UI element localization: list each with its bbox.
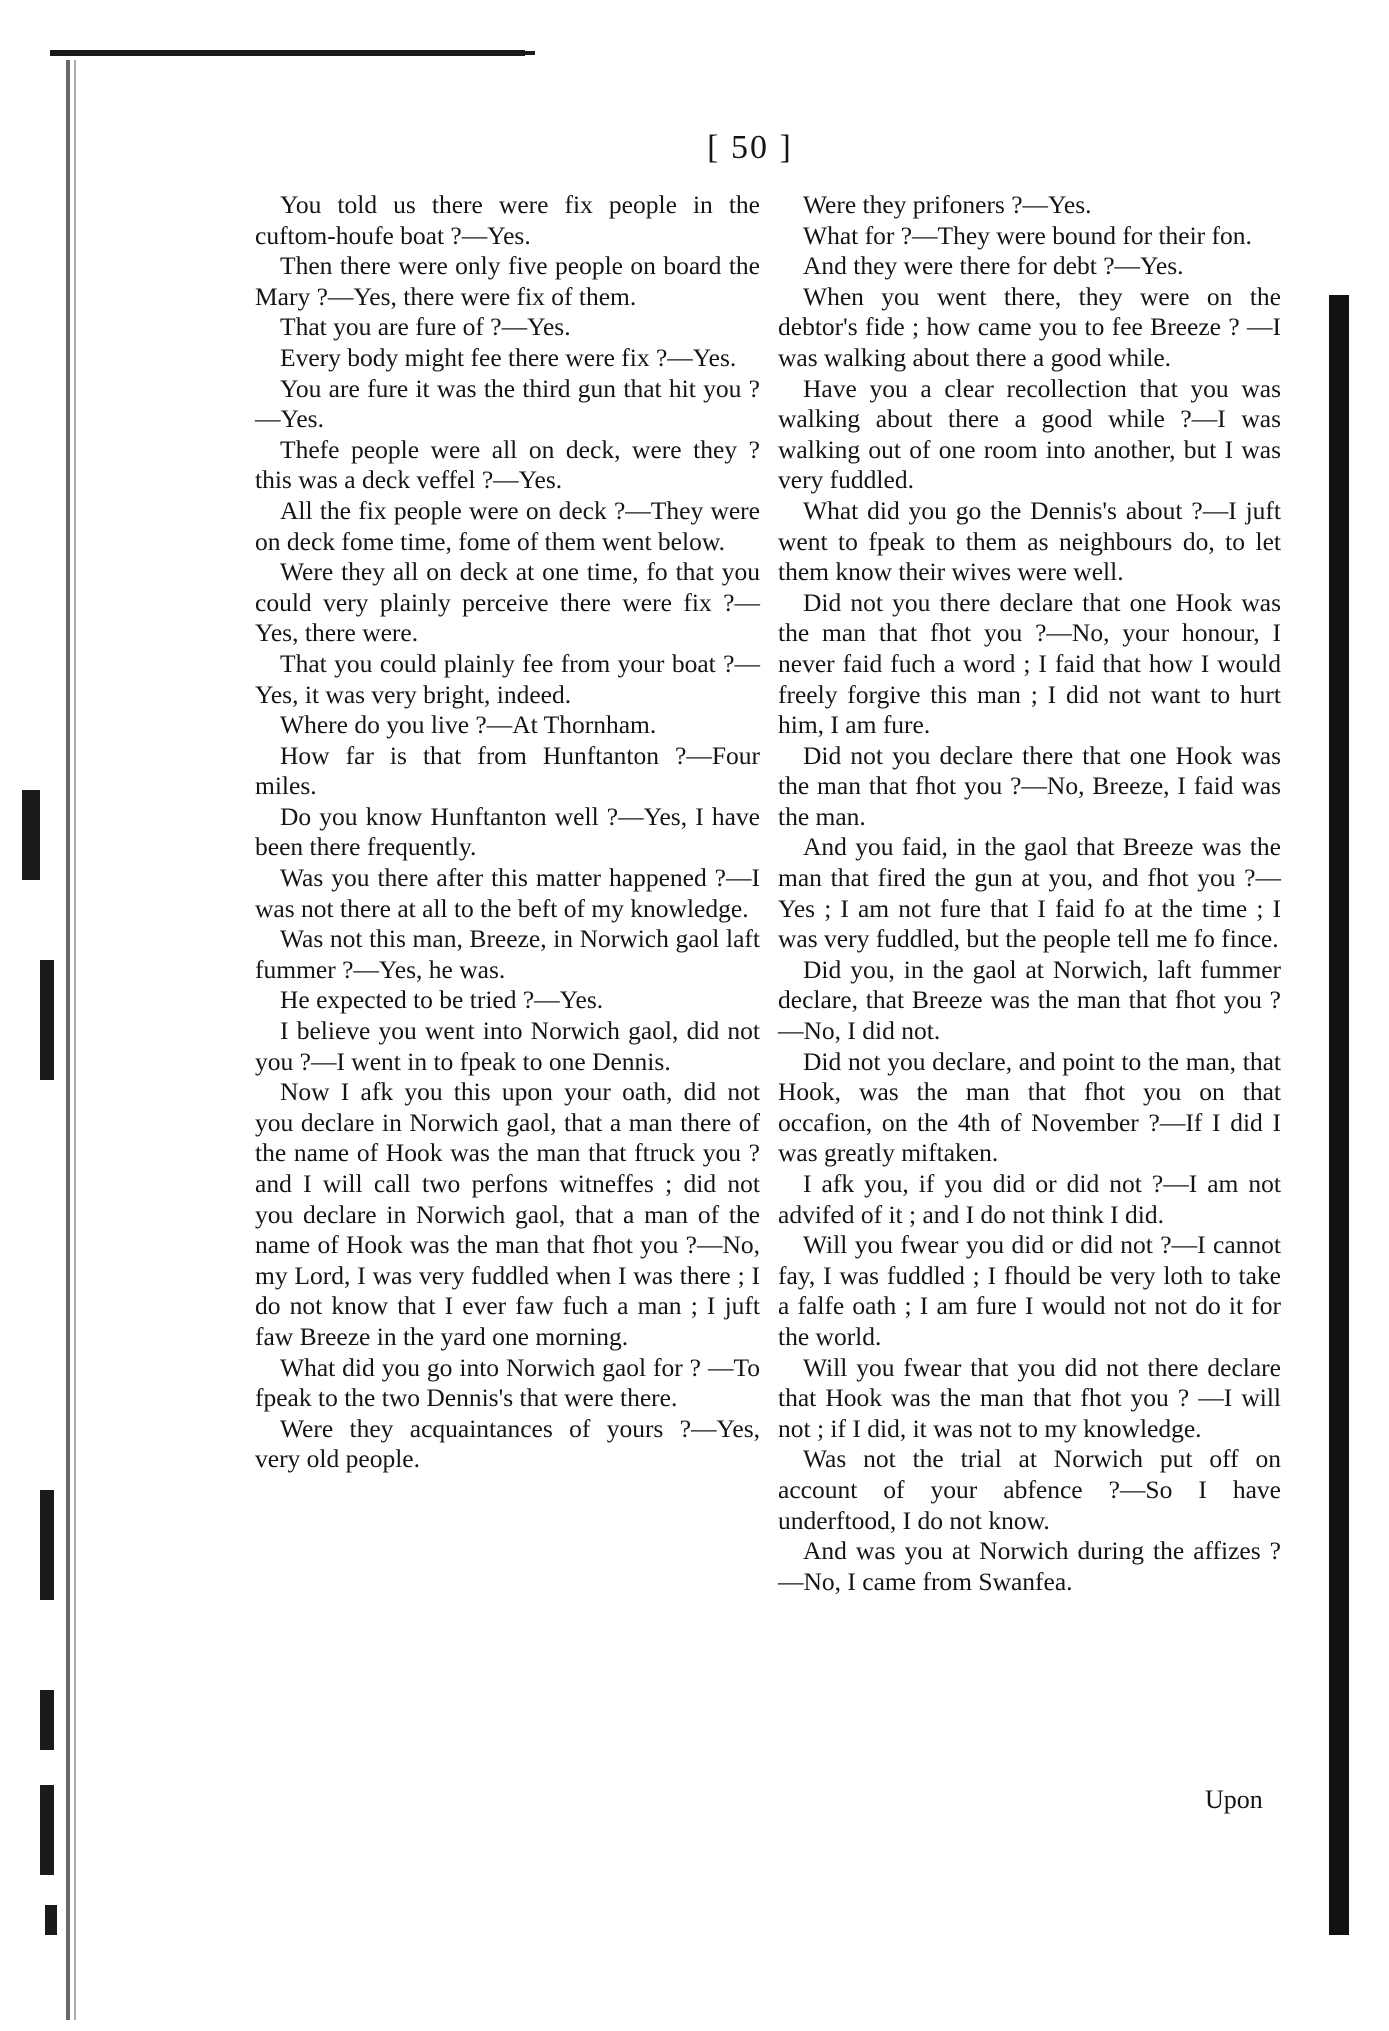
paragraph: Were they prifoners ?—Yes. bbox=[803, 190, 1092, 219]
scan-rule-top-thick bbox=[425, 51, 535, 55]
paragraph: Was not the trial at Norwich put off on account of your abfence ?—So I have underftood, I do not know. bbox=[778, 1444, 1281, 1535]
paragraph: And was you at Norwich during the affizes ?—No, I came from Swanfea. bbox=[778, 1536, 1281, 1596]
catchword: Upon bbox=[1205, 1785, 1263, 1814]
paragraph: And you faid, in the gaol that Breeze was the man that fired the gun at you, and fhot you ?—Yes ; I am not fure that I faid fo at the time ; I was very fuddled, but the people tell me fo fince. bbox=[778, 832, 1281, 954]
paragraph: All the fix people were on deck ?—They were on deck fome time, fome of them went below. bbox=[255, 495, 760, 556]
scan-mark bbox=[40, 960, 54, 1080]
paragraph: How far is that from Hunftanton ?—Four miles. bbox=[255, 740, 760, 801]
paragraph: Did you, in the gaol at Norwich, laft fummer declare, that Breeze was the man that fhot you ?—No, I did not. bbox=[778, 954, 1281, 1046]
scan-binding-edge bbox=[66, 60, 70, 2020]
scan-right-edge-bar bbox=[1329, 295, 1349, 1935]
paragraph: Now I afk you this upon your oath, did not you declare in Norwich gaol, that a man there of the name of Hook was the man that ftruck you ? and I will call two perfons witneffes ; did not you declare in Norwich gaol, that a man of the name of Hook was the man that fhot you ?—No, my Lord, I was very fuddled when I was there ; I do not know that I ever faw fuch a man ; I juft faw Breeze in the yard one morning. bbox=[255, 1077, 760, 1351]
paragraph: I afk you, if you did or did not ?—I am not advifed of it ; and I do not think I did. bbox=[778, 1169, 1281, 1229]
paragraph: Where do you live ?—At Thornham. bbox=[280, 710, 657, 740]
paragraph: Did not you there declare that one Hook was the man that fhot you ?—No, your honour, I never faid fuch a word ; I faid that how I would freely forgive this man ; I did not want to hurt him, I am fure. bbox=[778, 587, 1281, 740]
paragraph: That you could plainly fee from your boat ?—Yes, it was very bright, indeed. bbox=[255, 648, 760, 709]
paragraph: Were they all on deck at one time, fo that you could very plainly perceive there were fix ?—Yes, there were. bbox=[255, 557, 760, 648]
paragraph: What did you go into Norwich gaol for ? —To fpeak to the two Dennis's that were there. bbox=[255, 1352, 760, 1413]
paragraph: Did not you declare there that one Hook was the man that fhot you ?—No, Breeze, I faid was the man. bbox=[778, 740, 1281, 831]
left-column bbox=[255, 190, 760, 1475]
scan-mark bbox=[40, 1690, 54, 1750]
paragraph: Every body might fee there were fix ?—Yes. bbox=[280, 342, 737, 372]
paragraph: That you are fure of ?—Yes. bbox=[280, 312, 571, 342]
paragraph: Thefe people were all on deck, were they ? this was a deck veffel ?—Yes. bbox=[255, 434, 760, 495]
scan-binding-edge-inner bbox=[74, 60, 76, 2020]
paragraph: Then there were only five people on board the Mary ?—Yes, there were fix of them. bbox=[255, 251, 760, 311]
scan-mark bbox=[22, 790, 40, 880]
paragraph: Do you know Hunftanton well ?—Yes, I have been there frequently. bbox=[255, 801, 760, 862]
paragraph: Have you a clear recollection that you was walking about there a good while ?—I was walking out of one room into another, but I was very fuddled. bbox=[778, 373, 1281, 495]
paragraph: You are fure it was the third gun that hit you ?—Yes. bbox=[255, 373, 760, 434]
page-header: [ 50 ] bbox=[707, 129, 793, 166]
paragraph: He expected to be tried ?—Yes. bbox=[280, 985, 604, 1015]
paragraph: Did not you declare, and point to the man, that Hook, was the man that fhot you on that occafion, on the 4th of November ?—If I did I was greatly miftaken. bbox=[778, 1046, 1281, 1168]
paragraph: Were they acquaintances of yours ?—Yes, very old people. bbox=[255, 1413, 760, 1474]
paragraph: Was not this man, Breeze, in Norwich gaol laft fummer ?—Yes, he was. bbox=[255, 924, 760, 984]
paragraph: Will you fwear that you did not there declare that Hook was the man that fhot you ? —I will not ; if I did, it was not to my knowledge. bbox=[778, 1352, 1281, 1443]
scan-mark bbox=[45, 1905, 57, 1935]
paragraph: You told us there were fix people in the cuftom-houfe boat ?—Yes. bbox=[255, 190, 760, 250]
paragraph: What for ?—They were bound for their fon. bbox=[803, 220, 1252, 250]
paragraph: When you went there, they were on the debtor's fide ; how came you to fee Breeze ? —I was walking about there a good while. bbox=[778, 281, 1281, 372]
scan-mark bbox=[40, 1490, 54, 1600]
right-column bbox=[778, 190, 1281, 1597]
scan-mark bbox=[40, 1785, 54, 1875]
paragraph: And they were there for debt ?—Yes. bbox=[803, 251, 1184, 281]
paragraph: Was you there after this matter happened ?—I was not there at all to the beft of my knowledge. bbox=[255, 863, 760, 923]
paragraph: What did you go the Dennis's about ?—I juft went to fpeak to them as neighbours do, to let them know their wives were well. bbox=[778, 495, 1281, 587]
paragraph: I believe you went into Norwich gaol, did not you ?—I went in to fpeak to one Dennis. bbox=[255, 1016, 760, 1076]
paragraph: Will you fwear you did or did not ?—I cannot fay, I was fuddled ; I fhould be very loth to take a falfe oath ; I am fure I would not not do it for the world. bbox=[778, 1230, 1281, 1351]
